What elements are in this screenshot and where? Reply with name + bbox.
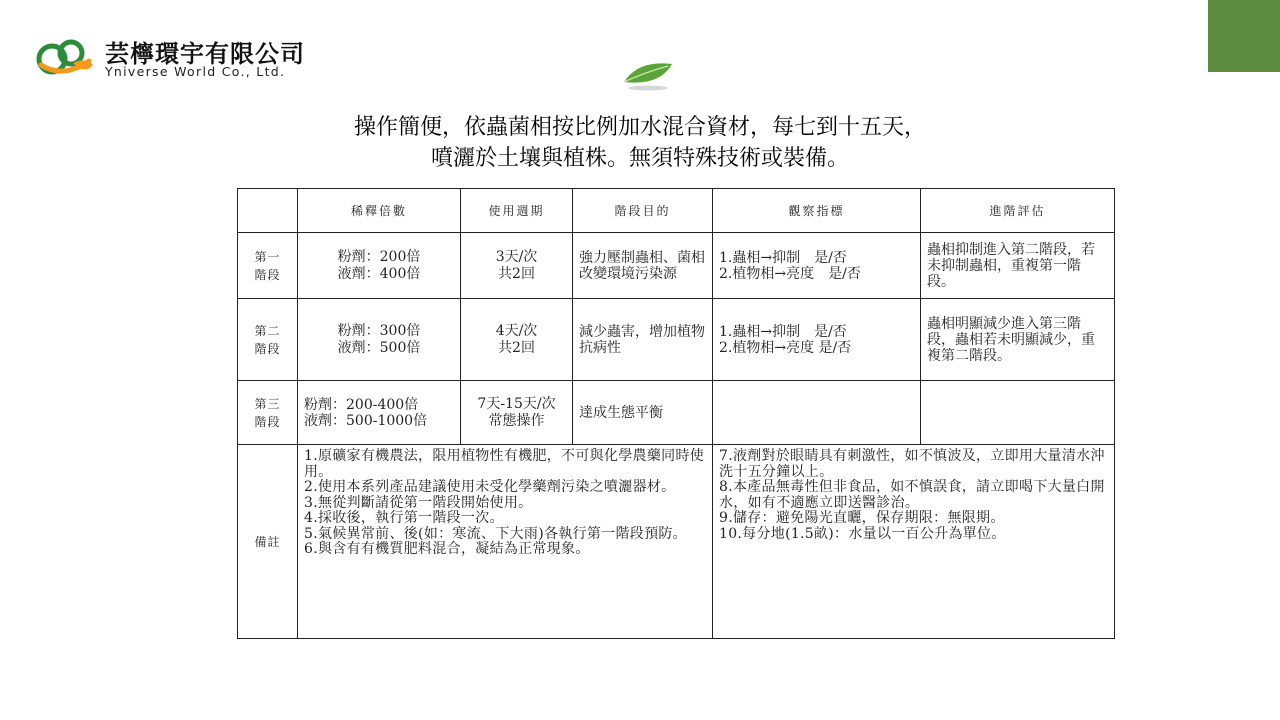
purpose-cell: 達成生態平衡 — [573, 381, 713, 445]
table-row — [238, 299, 1115, 381]
header-cell-evaluation: 進階評估 — [921, 189, 1115, 233]
company-name: 芸檸環宇有限公司 — [105, 40, 305, 68]
cycle-cell: 4天/次 共2回 — [461, 299, 573, 381]
indicator-cell: 1.蟲相→抑制 是/否 2.植物相→亮度 是/否 — [713, 233, 921, 299]
notes-row — [238, 445, 1115, 639]
dilution-cell: 粉劑：200倍 液劑：400倍 — [298, 233, 461, 299]
notes-right: 7.液劑對於眼睛具有刺激性，如不慎波及，立即用大量清水沖洗十五分鐘以上。 8.本產品無毒性但非食品，如不慎誤食，請立即喝下大量白開水，如有不適應立即送醫診治。 9.儲存：避免陽光直曬，保存期限：無限期。 10.每分地(1.5畝)：水量以一百公升為單位。 — [713, 445, 1115, 639]
purpose-cell: 強力壓制蟲相、菌相改變環境污染源 — [573, 233, 713, 299]
header-cell-empty — [238, 189, 298, 233]
cycle-cell: 7天-15天/次 常態操作 — [461, 381, 573, 445]
corner-accent-block — [1208, 0, 1280, 72]
headline-line-2: 噴灑於土壤與植株。無須特殊技術或裝備。 — [430, 146, 849, 171]
cycle-cell: 3天/次 共2回 — [461, 233, 573, 299]
leaf-icon — [620, 58, 676, 92]
company-logo — [33, 33, 333, 83]
header-cell-cycle: 使用週期 — [461, 189, 573, 233]
header-cell-indicator: 觀察指標 — [713, 189, 921, 233]
usage-table — [237, 188, 1115, 639]
stage-cell: 第二 階段 — [238, 299, 298, 381]
headline — [240, 112, 1040, 174]
table-row — [238, 233, 1115, 299]
evaluation-cell: 蟲相明顯減少進入第三階段，蟲相若未明顯減少，重複第二階段。 — [921, 299, 1115, 381]
dilution-cell: 粉劑：300倍 液劑：500倍 — [298, 299, 461, 381]
headline-line-1: 操作簡便，依蟲菌相按比例加水混合資材，每七到十五天， — [353, 115, 926, 140]
indicator-cell — [713, 381, 921, 445]
notes-label: 備註 — [238, 445, 298, 639]
evaluation-cell: 蟲相抑制進入第二階段，若未抑制蟲相，重複第一階段。 — [921, 233, 1115, 299]
header-cell-purpose: 階段目的 — [573, 189, 713, 233]
indicator-cell: 1.蟲相→抑制 是/否 2.植物相→亮度 是/否 — [713, 299, 921, 381]
table-header-row — [238, 189, 1115, 233]
stage-cell: 第三 階段 — [238, 381, 298, 445]
stage-cell: 第一 階段 — [238, 233, 298, 299]
evaluation-cell — [921, 381, 1115, 445]
notes-left: 1.原礦家有機農法，限用植物性有機肥，不可與化學農藥同時使用。 2.使用本系列產品建議使用未受化學藥劑污染之噴灑器材。 3.無從判斷請從第一階段開始使用。 4.採收後，執行第一階段一次。 5.氣候異常前、後(如：寒流、下大雨)各執行第一階段預防。 6.與含有有機質肥料混合，凝結為正常現象。 — [298, 445, 713, 639]
header-cell-dilution: 稀釋倍數 — [298, 189, 461, 233]
dilution-cell: 粉劑：200-400倍 液劑：500-1000倍 — [298, 381, 461, 445]
table-row — [238, 381, 1115, 445]
purpose-cell: 減少蟲害，增加植物抗病性 — [573, 299, 713, 381]
logo-mark-icon — [33, 35, 99, 79]
company-english-name: Yniverse World Co., Ltd. — [105, 64, 286, 79]
